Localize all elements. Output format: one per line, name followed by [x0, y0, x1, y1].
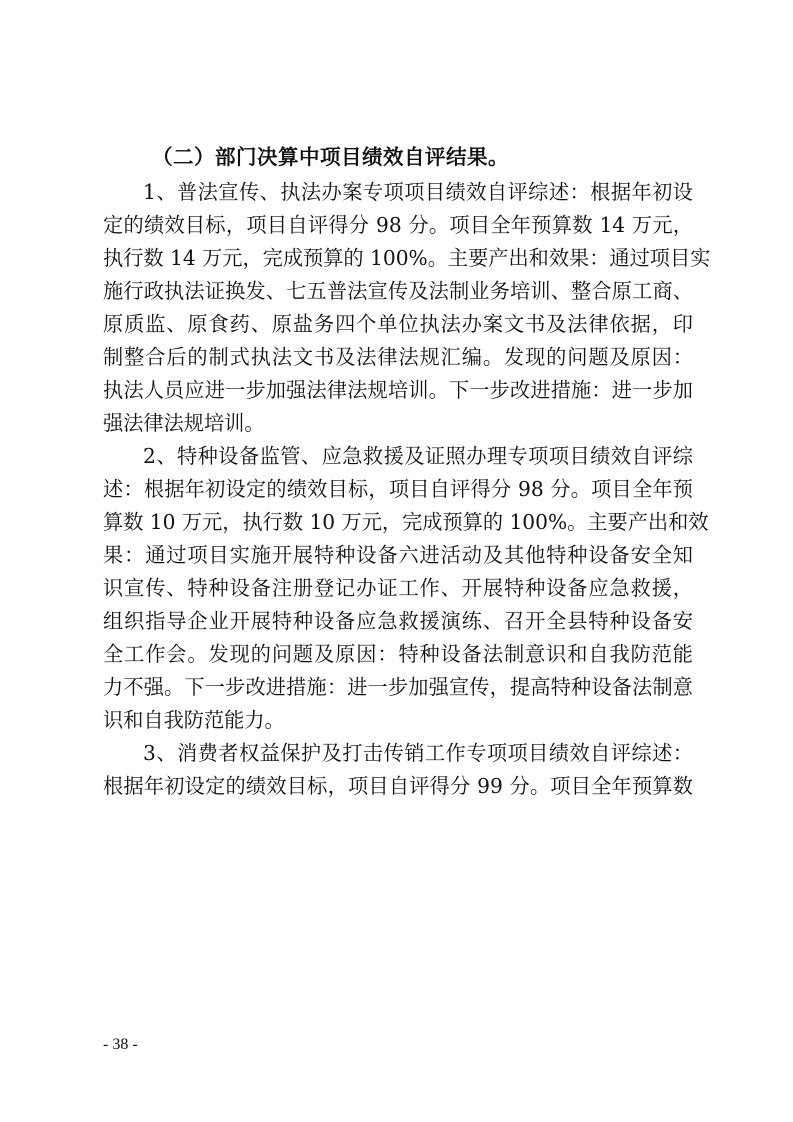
paragraph-2-line-2: 述：根据年初设定的绩效目标，项目自评得分 98 分。项目全年预: [103, 477, 693, 501]
paragraph-1-line-7: 执法人员应进一步加强法律法规培训。下一步改进措施：进一步加: [103, 378, 693, 402]
paragraph-1-line-3: 执行数 14 万元，完成预算的 100%。主要产出和效果：通过项目实: [103, 246, 711, 270]
paragraph-3-line-2: 根据年初设定的绩效目标，项目自评得分 99 分。项目全年预算数: [103, 774, 693, 798]
paragraph-1-line-4: 施行政执法证换发、七五普法宣传及法制业务培训、整合原工商、: [103, 279, 693, 303]
paragraph-2-line-1: 2、特种设备监管、应急救援及证照办理专项项目绩效自评综: [143, 444, 693, 468]
page-number: - 38 -: [103, 1036, 138, 1053]
paragraph-1-line-8: 强法律法规培训。: [103, 411, 265, 435]
paragraph-2-line-8: 力不强。下一步改进措施：进一步加强宣传，提高特种设备法制意: [103, 675, 693, 699]
paragraph-2-line-3: 算数 10 万元，执行数 10 万元，完成预算的 100%。主要产出和效: [103, 510, 709, 534]
paragraph-2-line-7: 全工作会。发现的问题及原因：特种设备法制意识和自我防范能: [103, 642, 693, 666]
paragraph-2-line-5: 识宣传、特种设备注册登记办证工作、开展特种设备应急救援，: [103, 576, 693, 600]
paragraph-2-line-6: 组织指导企业开展特种设备应急救援演练、召开全县特种设备安: [103, 609, 693, 633]
paragraph-1-line-6: 制整合后的制式执法文书及法律法规汇编。发现的问题及原因：: [103, 345, 693, 369]
paragraph-2-line-9: 识和自我防范能力。: [103, 708, 285, 732]
body-text: [103, 176, 711, 803]
paragraph-3-line-1: 3、消费者权益保护及打击传销工作专项项目绩效自评综述：: [143, 741, 693, 765]
paragraph-1-line-2: 定的绩效目标，项目自评得分 98 分。项目全年预算数 14 万元，: [103, 213, 693, 237]
paragraph-1-line-5: 原质监、原食药、原盐务四个单位执法办案文书及法律依据，印: [103, 312, 693, 336]
paragraph-1-line-1: 1、普法宣传、执法办案专项项目绩效自评综述：根据年初设: [143, 180, 693, 204]
section-heading: （二）部门决算中项目绩效自评结果。: [152, 145, 509, 169]
paragraph-2-line-4: 果：通过项目实施开展特种设备六进活动及其他特种设备安全知: [103, 543, 693, 567]
